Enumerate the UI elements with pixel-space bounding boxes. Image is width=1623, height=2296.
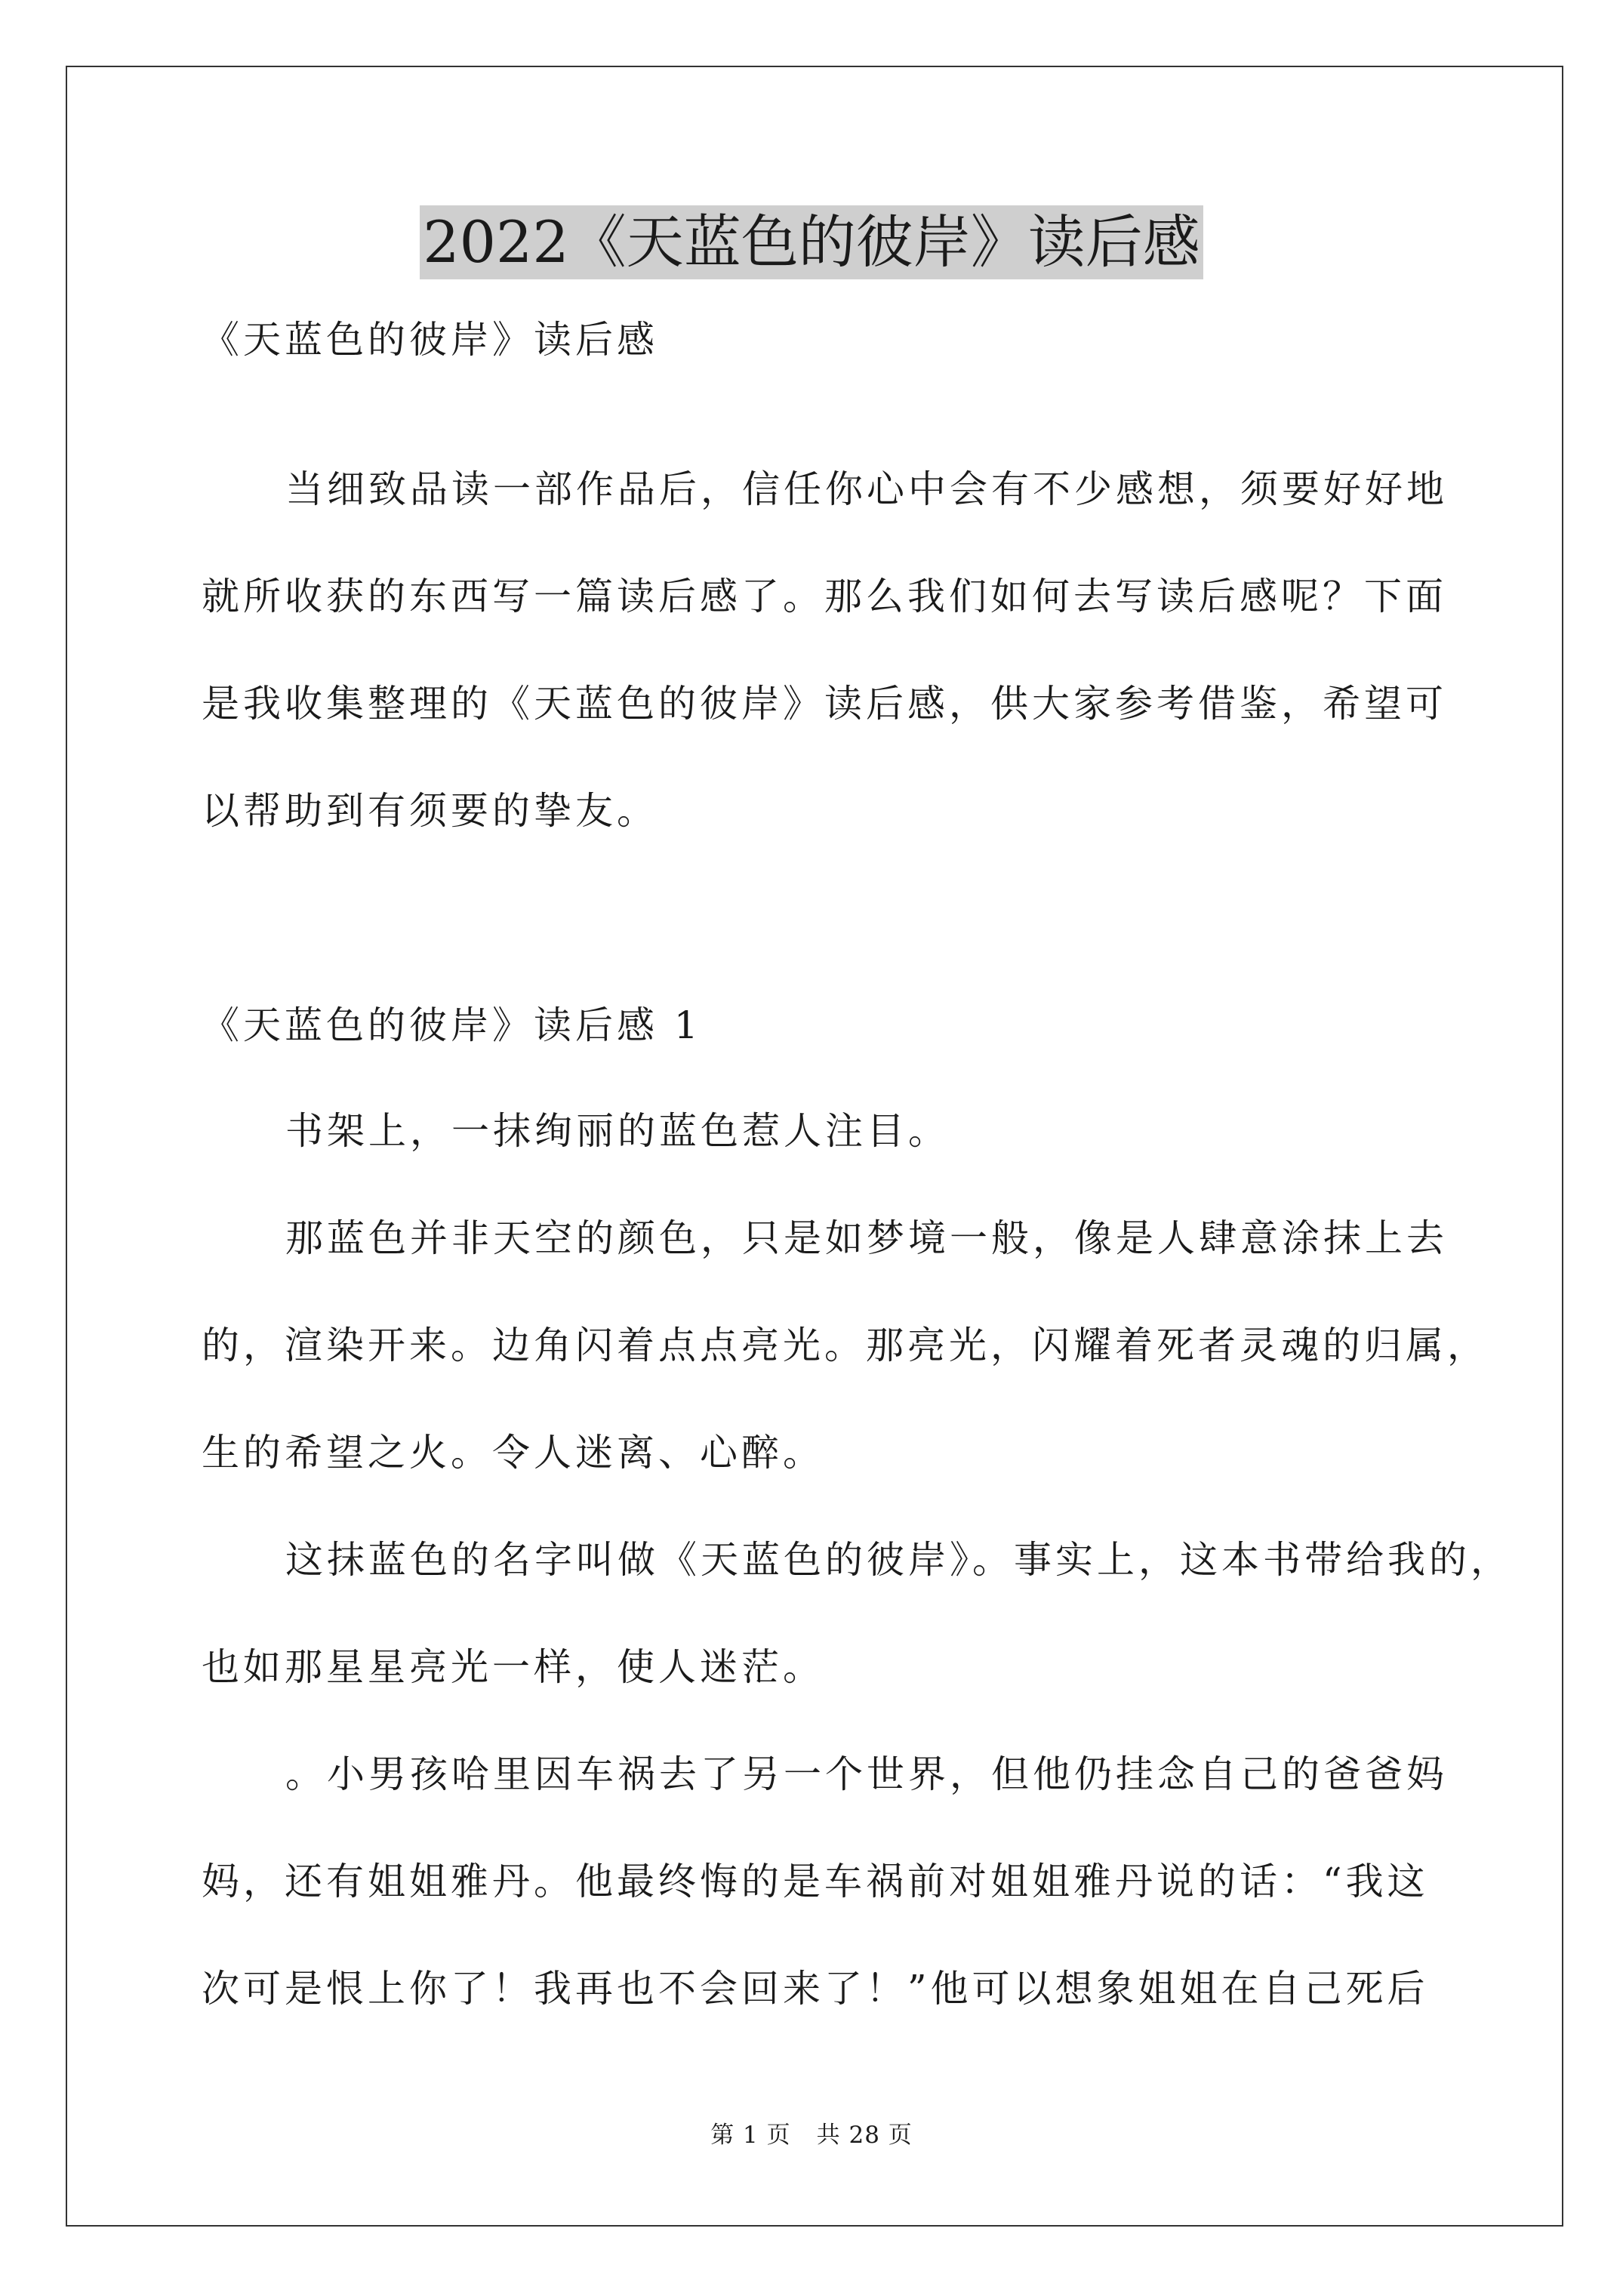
page-number: 第 1 页 <box>710 2122 791 2149</box>
body-line: 那蓝色并非天空的颜色，只是如梦境一般，像是人肆意涂抹上去 <box>285 1216 1448 1260</box>
intro-line: 以帮助到有须要的挚友。 <box>202 789 658 833</box>
body-line: 妈，还有姐姐雅丹。他最终悔的是车祸前对姐姐雅丹说的话：“我这 <box>202 1860 1429 1903</box>
body-line: 这抹蓝色的名字叫做《天蓝色的彼岸》。事实上，这本书带给我的， <box>285 1538 1512 1582</box>
body-line: 。小男孩哈里因车祸去了另一个世界，但他仍挂念自己的爸爸妈 <box>285 1752 1448 1796</box>
body-line: 生的希望之火。令人迷离、心醉。 <box>202 1431 824 1475</box>
body-line: 的，渲染开来。边角闪着点点亮光。那亮光，闪耀着死者灵魂的归属， <box>202 1324 1489 1367</box>
title-container <box>0 205 1623 279</box>
document-title: 2022《天蓝色的彼岸》读后感 <box>420 205 1203 279</box>
page-footer <box>0 2120 1623 2150</box>
page-total: 共 28 页 <box>816 2122 913 2149</box>
intro-line: 就所收获的东西写一篇读后感了。那么我们如何去写读后感呢？下面 <box>202 575 1447 618</box>
body-line: 次可是恨上你了！我再也不会回来了！”他可以想象姐姐在自己死后 <box>202 1967 1429 2011</box>
intro-line: 当细致品读一部作品后，信任你心中会有不少感想，须要好好地 <box>285 467 1448 511</box>
body-line: 书架上，一抹绚丽的蓝色惹人注目。 <box>285 1109 950 1153</box>
body-line: 也如那星星亮光一样，使人迷茫。 <box>202 1645 824 1689</box>
section-heading: 《天蓝色的彼岸》读后感 1 <box>202 1003 702 1047</box>
subtitle: 《天蓝色的彼岸》读后感 <box>202 318 658 362</box>
intro-line: 是我收集整理的《天蓝色的彼岸》读后感，供大家参考借鉴，希望可 <box>202 682 1447 726</box>
